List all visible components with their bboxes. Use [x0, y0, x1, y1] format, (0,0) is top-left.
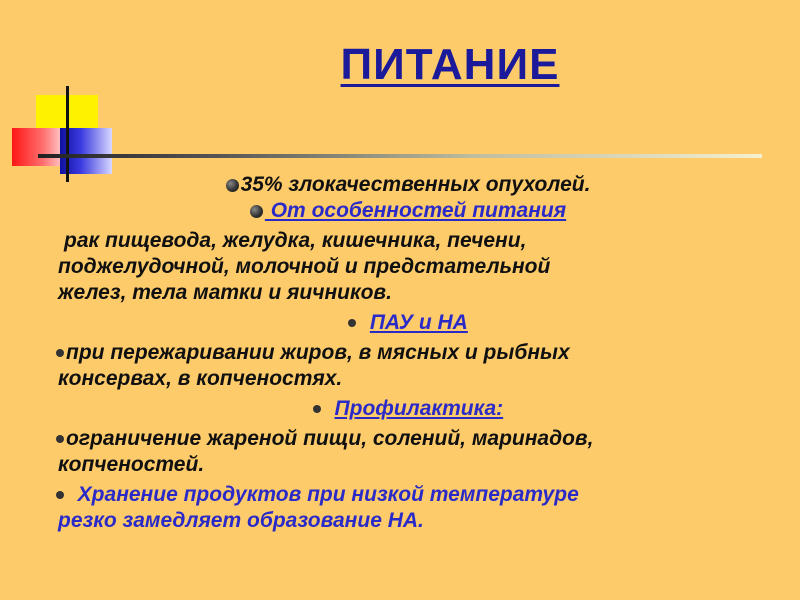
limit-text-1: ограничение жареной пищи, солений, маринадов, [66, 427, 594, 450]
frying-text-1: при пережаривании жиров, в мясных и рыбных [66, 341, 570, 364]
bullet-icon [313, 405, 321, 413]
storage-line-2: резко замедляет образование НА. [58, 509, 424, 532]
organs-line-1: рак пищевода, желудка, кишечника, печени, [64, 229, 527, 252]
organs-line-3: желез, тела матки и яичников. [58, 281, 392, 304]
decor-vertical-line [66, 86, 69, 182]
decor-horizontal-line [38, 154, 762, 158]
bullet-icon [56, 435, 64, 443]
heading-nutrition-text: От особенностей питания [264, 199, 567, 222]
heading-prevention [58, 396, 758, 422]
heading-nutrition [58, 198, 758, 224]
bullet-icon [250, 205, 263, 218]
heading-pah [58, 310, 758, 336]
bullet-icon [226, 179, 239, 192]
bullet-icon [56, 491, 64, 499]
slide-title: ПИТАНИЕ [340, 40, 560, 89]
frying-line-2: консервах, в копченостях. [58, 367, 343, 390]
organs-line-2: поджелудочной, молочной и предстательной [58, 255, 551, 278]
slide-body [58, 172, 758, 534]
decor-red-square [12, 128, 64, 166]
bullet-icon [348, 319, 356, 327]
heading-prevention-text: Профилактика: [334, 397, 504, 420]
frying-line-1 [56, 340, 758, 366]
storage-text-1: Хранение продуктов при низкой температуре [71, 483, 579, 506]
bullet-icon [56, 349, 64, 357]
stat-line [58, 172, 758, 198]
limit-line-1 [56, 426, 758, 452]
limit-line-2: копченостей. [58, 453, 205, 476]
stat-text: 35% злокачественных опухолей. [240, 173, 591, 196]
storage-line-1 [56, 482, 758, 508]
heading-pah-text: ПАУ и НА [369, 311, 468, 334]
